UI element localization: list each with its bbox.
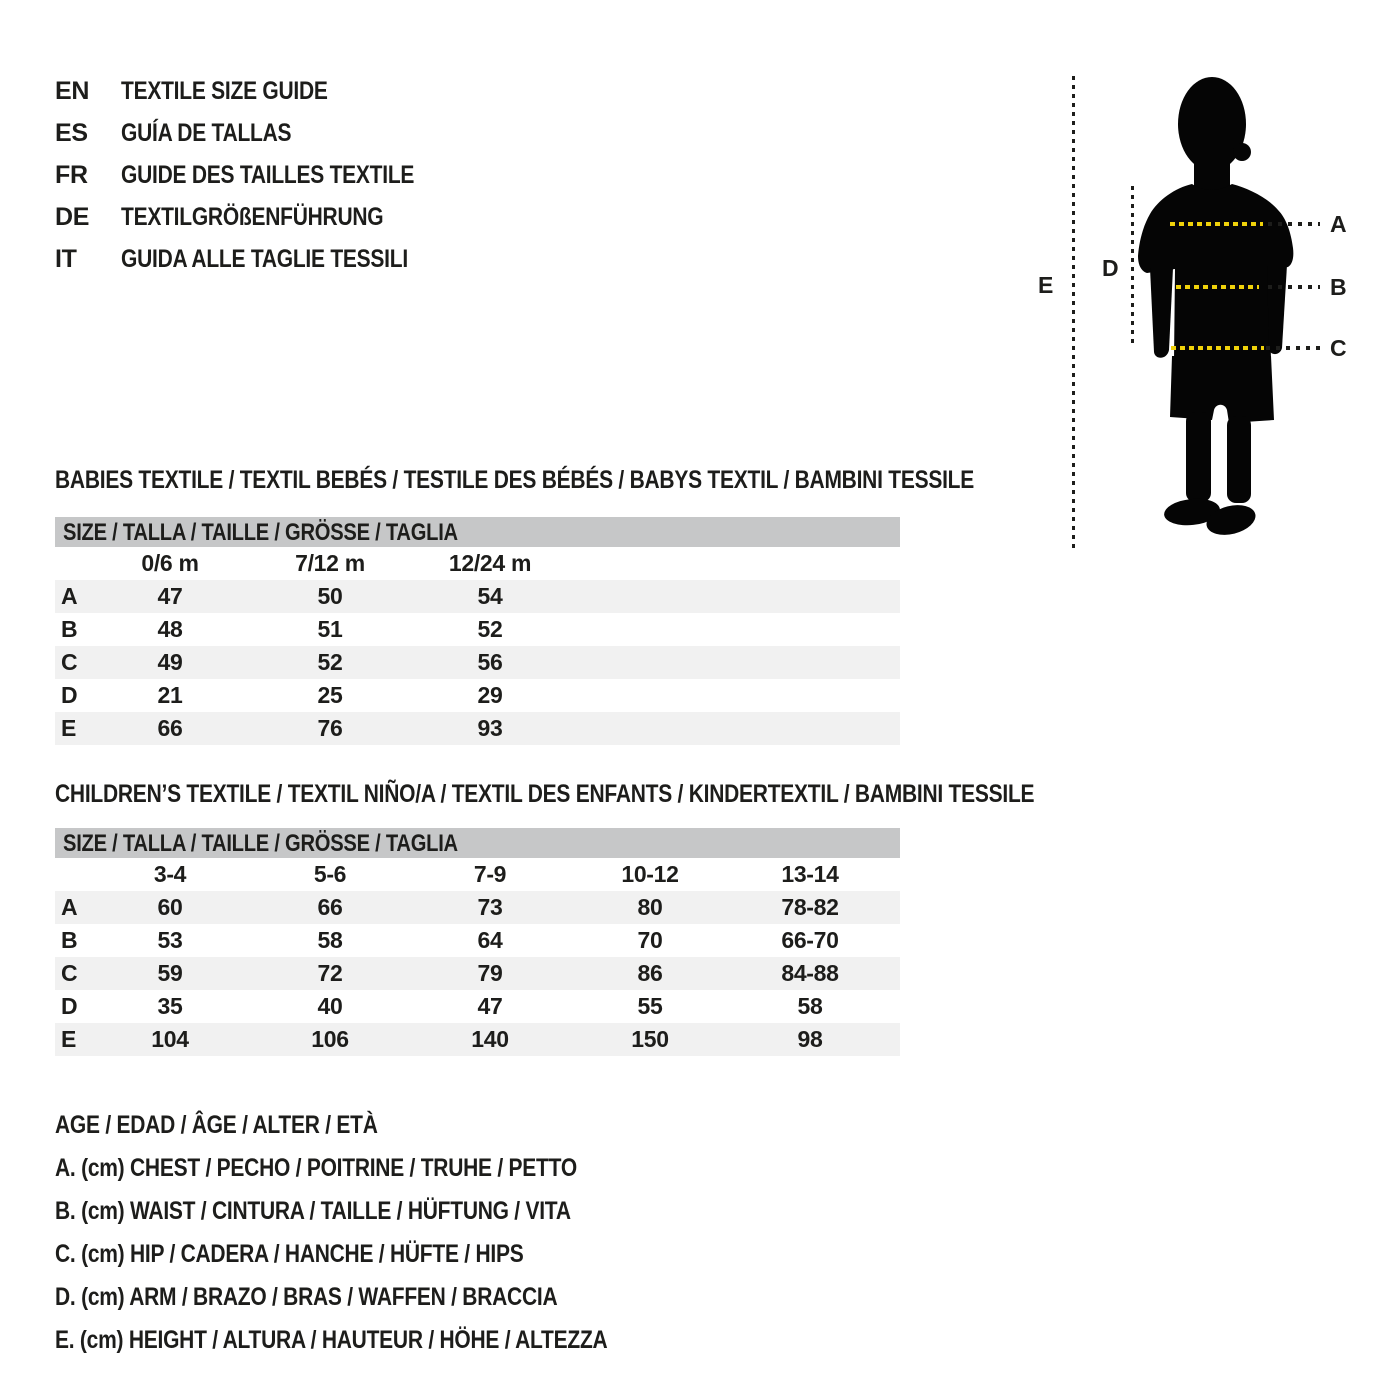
label-e: E — [1038, 272, 1054, 298]
cell-value: 104 — [151, 1026, 189, 1052]
children-size-table — [55, 828, 900, 1056]
chest-leader-dots-a — [1268, 222, 1320, 226]
cell-value: 59 — [157, 960, 183, 986]
cell-value: 29 — [477, 682, 503, 708]
lang-row-en — [55, 70, 470, 112]
babies-section-title — [55, 467, 1149, 493]
legend-age — [55, 1104, 713, 1147]
cell-value: 72 — [317, 960, 343, 986]
lang-code: IT — [55, 244, 77, 273]
cell-value: 98 — [797, 1026, 823, 1052]
row-label: A — [61, 583, 78, 609]
lang-code: FR — [55, 160, 88, 189]
children-title-text: CHILDREN’S TEXTILE / TEXTIL NIÑO/A / TEXTIL DES ENFANTS / KINDERTEXTIL / BAMBINI TESSILE — [55, 780, 1035, 808]
cell-value: 86 — [637, 960, 663, 986]
lang-title: GUIDA ALLE TAGLIE TESSILI — [121, 244, 408, 273]
row-label: C — [61, 649, 78, 675]
size-header-text: SIZE / TALLA / TAILLE / GRÖSSE / TAGLIA — [63, 830, 458, 857]
cell-value: 60 — [157, 894, 183, 920]
children-section-title — [55, 781, 1221, 807]
cell-value: 52 — [317, 649, 343, 675]
cell-value: 140 — [471, 1026, 509, 1052]
cell-value: 35 — [157, 993, 183, 1019]
label-d: D — [1102, 255, 1119, 281]
measurement-legend — [55, 1104, 713, 1362]
row-label: D — [61, 993, 78, 1019]
column-header: 10-12 — [621, 861, 679, 887]
row-label: D — [61, 682, 78, 708]
cell-value: 84-88 — [781, 960, 839, 986]
cell-value: 78-82 — [781, 894, 839, 920]
cell-value: 106 — [311, 1026, 349, 1052]
table-row-e — [55, 712, 900, 745]
row-label: B — [61, 616, 78, 642]
row-label: E — [61, 1026, 77, 1052]
cell-value: 73 — [477, 894, 503, 920]
waist-leader-dots-b — [1268, 285, 1320, 289]
arm-measure-line-d — [1131, 186, 1134, 343]
column-header: 12/24 m — [448, 550, 532, 576]
legend-text: A. (cm) CHEST / PECHO / POITRINE / TRUHE / PETTO — [55, 1154, 577, 1182]
lang-row-es — [55, 112, 470, 154]
table-row-e — [55, 1023, 900, 1056]
lang-title: TEXTILGRÖßENFÜHRUNG — [121, 202, 384, 231]
column-header: 3-4 — [153, 861, 187, 887]
table-row-c — [55, 646, 900, 679]
chest-measure-dash-a — [1170, 222, 1263, 226]
legend-text: C. (cm) HIP / CADERA / HANCHE / HÜFTE / HIPS — [55, 1240, 524, 1268]
cell-value: 150 — [631, 1026, 669, 1052]
lang-row-de — [55, 196, 470, 238]
babies-size-header-bar — [55, 517, 900, 547]
cell-value: 54 — [477, 583, 503, 609]
table-row-a — [55, 891, 900, 924]
lang-title: GUIDE DES TAILLES TEXTILE — [121, 160, 415, 189]
lang-title: TEXTILE SIZE GUIDE — [121, 76, 328, 105]
table-row-a — [55, 580, 900, 613]
hip-measure-dash-c — [1171, 346, 1264, 350]
cell-value: 66 — [317, 894, 343, 920]
legend-hip — [55, 1233, 713, 1276]
cell-value: 53 — [157, 927, 183, 953]
cell-value: 66 — [157, 715, 183, 741]
legend-chest — [55, 1147, 713, 1190]
row-label: A — [61, 894, 78, 920]
cell-value: 58 — [797, 993, 823, 1019]
table-row-d — [55, 990, 900, 1023]
lang-row-fr — [55, 154, 470, 196]
legend-arm — [55, 1276, 713, 1319]
child-silhouette — [1130, 60, 1310, 560]
cell-value: 55 — [637, 993, 663, 1019]
hip-leader-dots-c — [1266, 346, 1320, 350]
lang-code: DE — [55, 202, 90, 231]
cell-value: 70 — [637, 927, 663, 953]
cell-value: 47 — [477, 993, 503, 1019]
column-header: 5-6 — [313, 861, 347, 887]
table-row-d — [55, 679, 900, 712]
column-header: 0/6 m — [141, 550, 199, 576]
babies-column-header-row — [55, 547, 900, 580]
cell-value: 66-70 — [781, 927, 839, 953]
column-header: 7-9 — [473, 861, 507, 887]
table-row-b — [55, 613, 900, 646]
lang-title: GUÍA DE TALLAS — [121, 118, 292, 147]
language-title-list — [55, 70, 470, 280]
cell-value: 47 — [157, 583, 183, 609]
cell-value: 40 — [317, 993, 343, 1019]
row-label: E — [61, 715, 77, 741]
row-label: C — [61, 960, 78, 986]
lang-code: EN — [55, 76, 90, 105]
cell-value: 50 — [317, 583, 343, 609]
cell-value: 48 — [157, 616, 183, 642]
legend-text: E. (cm) HEIGHT / ALTURA / HAUTEUR / HÖHE / ALTEZZA — [55, 1326, 608, 1354]
legend-text: D. (cm) ARM / BRAZO / BRAS / WAFFEN / BRACCIA — [55, 1283, 558, 1311]
legend-waist — [55, 1190, 713, 1233]
cell-value: 76 — [317, 715, 343, 741]
cell-value: 64 — [477, 927, 503, 953]
cell-value: 79 — [477, 960, 503, 986]
cell-value: 80 — [637, 894, 663, 920]
children-column-header-row — [55, 858, 900, 891]
legend-height — [55, 1319, 713, 1362]
label-a: A — [1330, 211, 1347, 237]
cell-value: 21 — [157, 682, 183, 708]
label-b: B — [1330, 274, 1347, 300]
label-c: C — [1330, 335, 1347, 361]
babies-title-text: BABIES TEXTILE / TEXTIL BEBÉS / TESTILE DES BÉBÉS / BABYS TEXTIL / BAMBINI TESSILE — [55, 466, 975, 494]
babies-size-table — [55, 517, 900, 745]
table-row-b — [55, 924, 900, 957]
legend-text: B. (cm) WAIST / CINTURA / TAILLE / HÜFTUNG / VITA — [55, 1197, 571, 1225]
cell-value: 25 — [317, 682, 343, 708]
cell-value: 51 — [317, 616, 343, 642]
waist-measure-dash-b — [1176, 285, 1259, 289]
column-header: 7/12 m — [295, 550, 365, 576]
children-size-header-bar — [55, 828, 900, 858]
cell-value: 58 — [317, 927, 343, 953]
column-header: 13-14 — [781, 861, 839, 887]
cell-value: 56 — [477, 649, 503, 675]
table-row-c — [55, 957, 900, 990]
lang-row-it — [55, 238, 470, 280]
legend-text: AGE / EDAD / ÂGE / ALTER / ETÀ — [55, 1111, 378, 1139]
lang-code: ES — [55, 118, 88, 147]
cell-value: 93 — [477, 715, 503, 741]
cell-value: 49 — [157, 649, 183, 675]
size-header-text: SIZE / TALLA / TAILLE / GRÖSSE / TAGLIA — [63, 519, 458, 546]
cell-value: 52 — [477, 616, 503, 642]
row-label: B — [61, 927, 78, 953]
